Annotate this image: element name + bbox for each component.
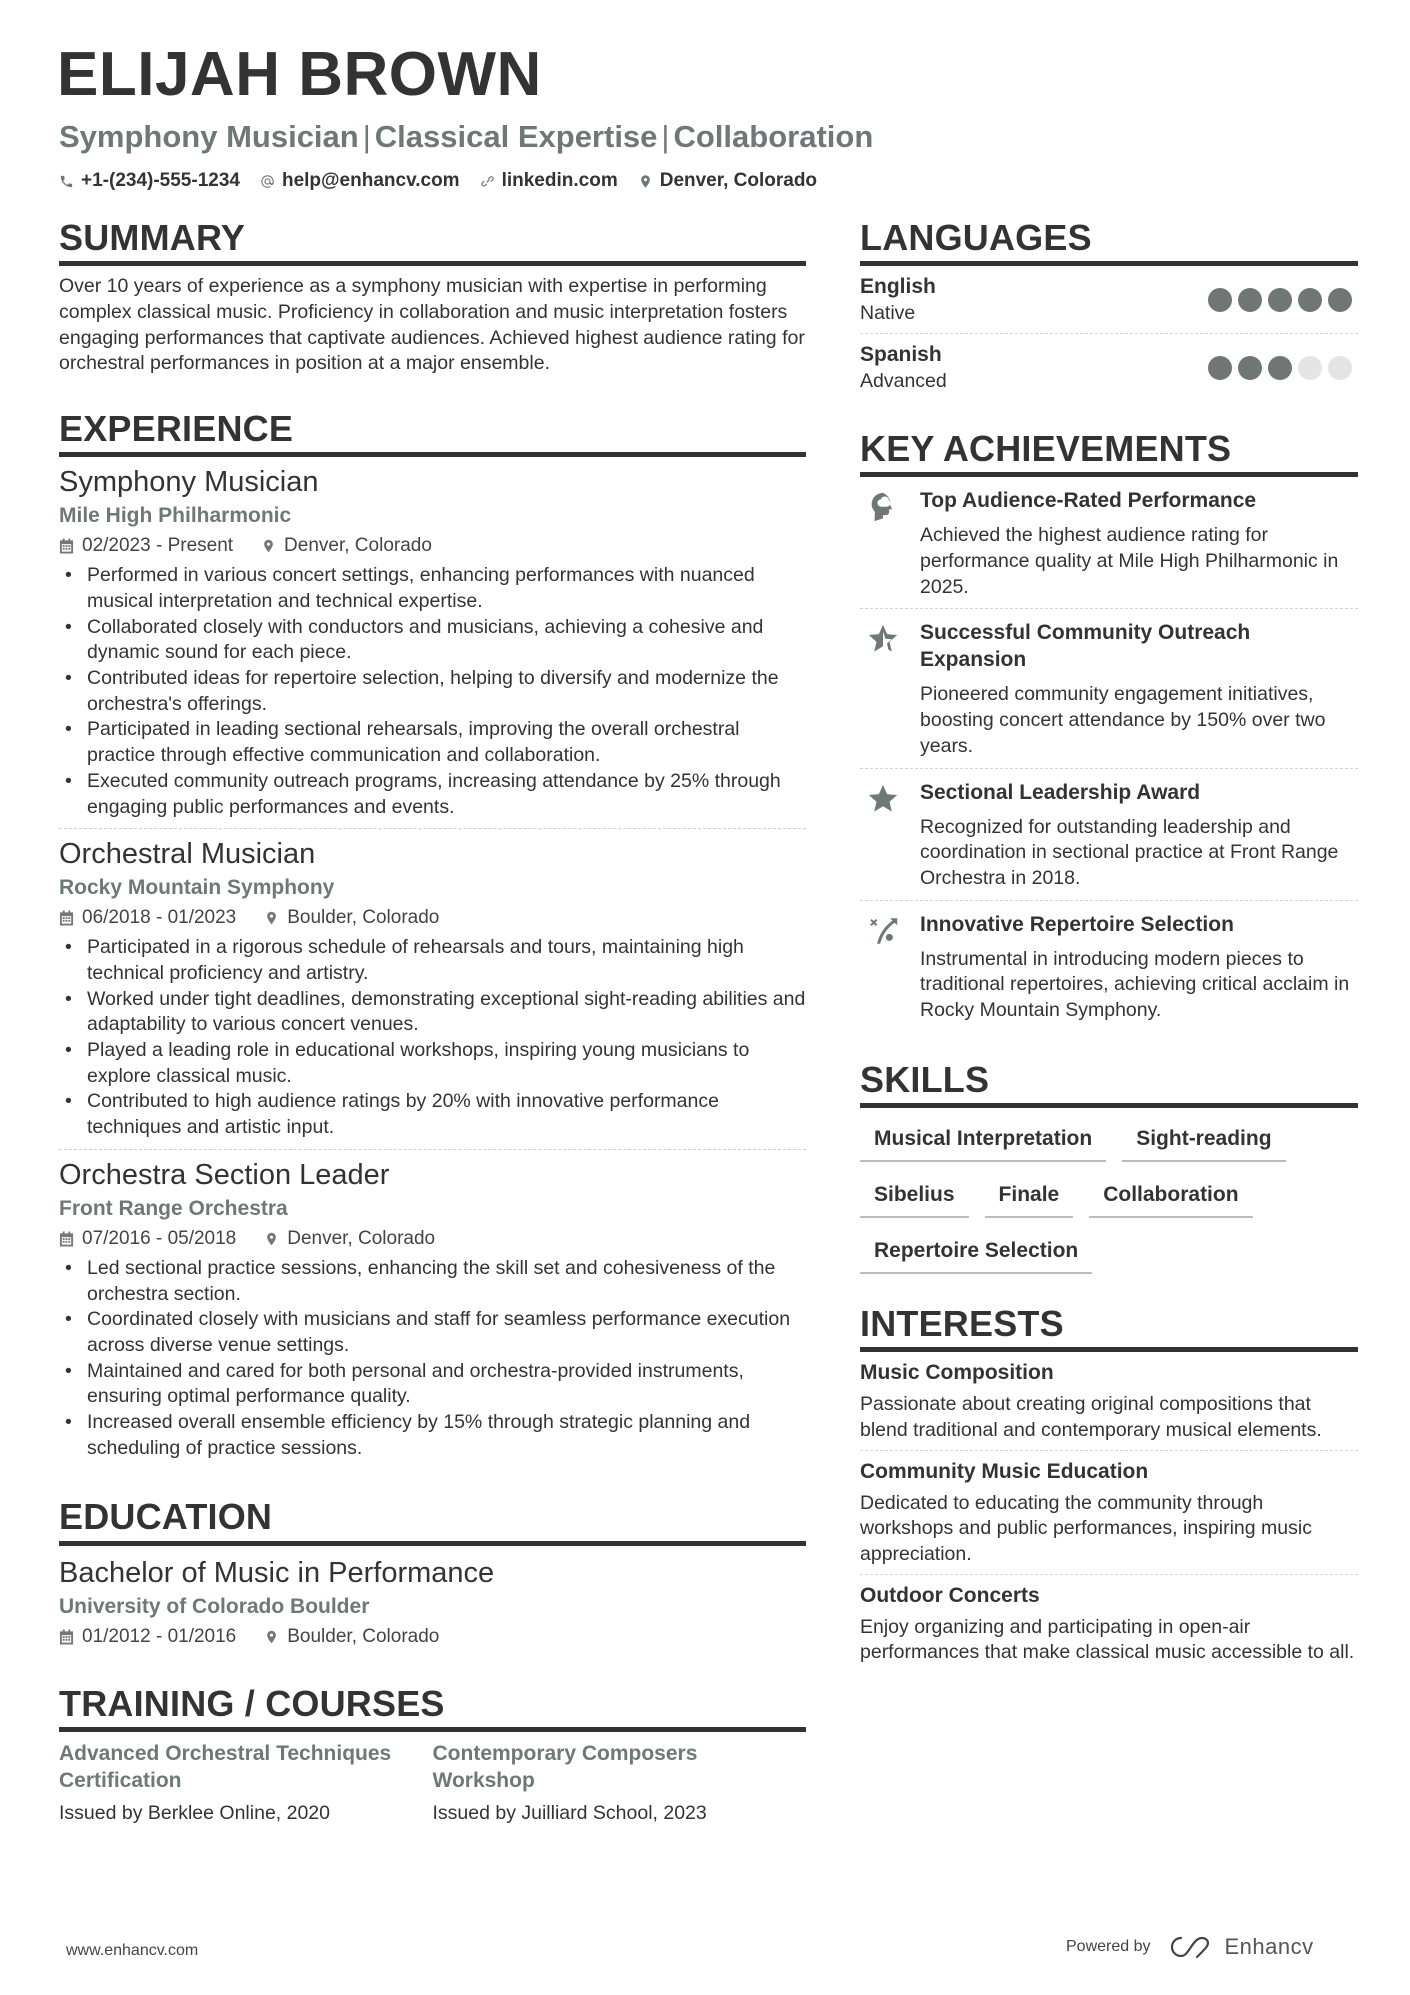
map-pin-icon (264, 1231, 279, 1247)
achievement-title: Top Audience-Rated Performance (920, 489, 1257, 513)
course-title: Contemporary Composers Workshop (432, 1741, 698, 1792)
rating-dot-filled (1238, 288, 1262, 312)
contact-phone[interactable] (59, 170, 240, 192)
education-section (59, 1495, 806, 1651)
rating-dot-filled (1268, 356, 1292, 380)
interest-desc: Passionate about creating original compositions that blend traditional and contemporary musical elements. (860, 1393, 1322, 1441)
contact-location (638, 170, 817, 192)
achievement-title: Sectional Leadership Award (920, 780, 1201, 804)
education-dates (59, 1622, 236, 1652)
bullet-item: • Performed in various concert settings, enhancing performances with nuanced musical interpretation and technical expertise. (59, 563, 806, 614)
job-title: Orchestra Section Leader (59, 1158, 390, 1191)
head-brain-icon (866, 489, 900, 525)
achievement-item (860, 901, 1358, 1032)
education-location-text: Boulder, Colorado (287, 1625, 440, 1647)
job-entry (59, 829, 806, 1150)
bullet-item: • Maintained and cared for both personal and orchestra-provided instruments, ensuring optimal performance quality. (59, 1359, 806, 1410)
job-bullets (59, 1256, 806, 1462)
phone-text: +1-(234)-555-1234 (81, 170, 240, 191)
bullet-item: • Participated in leading sectional rehearsals, improving the overall orchestral practice through effective communication and collaboration. (59, 717, 806, 768)
section-title-training: TRAINING / COURSES (59, 1682, 806, 1732)
achievement-item (860, 477, 1358, 609)
left-column (59, 216, 806, 1856)
training-section (59, 1682, 806, 1826)
interests-section (860, 1302, 1358, 1672)
degree: Bachelor of Music in Performance (59, 1556, 495, 1589)
job-dates-text: 07/2016 - 05/2018 (82, 1227, 237, 1249)
contact-bar (59, 170, 817, 192)
brand-name: Enhancv (1224, 1934, 1314, 1959)
job-dates (59, 531, 233, 561)
bullet-item: • Collaborated closely with conductors and musicians, achieving a cohesive and dynamic sound for each piece. (59, 615, 806, 666)
powered-by-label: Powered by (1066, 1938, 1151, 1955)
achievement-desc: Pioneered community engagement initiatives, boosting concert attendance by 150% over two years. (920, 683, 1326, 757)
bullet-item: • Increased overall ensemble efficiency by 15% through strategic planning and scheduling of practice sessions. (59, 1410, 806, 1461)
language-rating (1208, 288, 1358, 312)
rating-dot-empty (1298, 356, 1322, 380)
section-title-summary: SUMMARY (59, 216, 806, 266)
language-item (860, 266, 1358, 334)
map-pin-icon (264, 1629, 279, 1645)
job-dates-text: 06/2018 - 01/2023 (82, 907, 237, 929)
section-title-languages: LANGUAGES (860, 216, 1358, 266)
rating-dot-filled (1238, 356, 1262, 380)
rating-dot-empty (1328, 356, 1352, 380)
skill-tag: Musical Interpretation (860, 1120, 1106, 1162)
education-location (264, 1622, 439, 1652)
headline-part: Collaboration (673, 119, 874, 154)
section-title-interests: INTERESTS (860, 1302, 1358, 1352)
achievement-desc: Instrumental in introducing modern pieces to traditional repertoires, achieving critical acclaim in Rocky Mountain Symphony. (920, 947, 1350, 1022)
interest-title: Community Music Education (860, 1459, 1149, 1483)
bullet-item: • Contributed ideas for repertoire selection, helping to diversify and modernize the orchestra's offerings. (59, 666, 806, 717)
skill-tag: Finale (985, 1176, 1074, 1218)
map-pin-icon (261, 538, 276, 554)
interest-desc: Dedicated to educating the community through workshops and public performances, inspiring music appreciation. (860, 1491, 1312, 1565)
skill-list (860, 1120, 1358, 1274)
location-text: Denver, Colorado (659, 170, 818, 191)
enhancv-logo[interactable] (1169, 1934, 1314, 1960)
achievement-desc: Recognized for outstanding leadership and coordination in sectional practice at Front Range Orchestra in 2018. (920, 815, 1339, 889)
school: University of Colorado Boulder (59, 1594, 370, 1618)
language-rating (1208, 356, 1358, 380)
bullet-item: • Played a leading role in educational workshops, inspiring young musicians to explore classical music. (59, 1038, 806, 1089)
rating-dot-filled (1208, 288, 1232, 312)
section-title-achievements: KEY ACHIEVEMENTS (860, 427, 1358, 477)
bullet-item: • Worked under tight deadlines, demonstrating exceptional sight-reading abilities and adaptability to various concert venues. (59, 987, 806, 1038)
bullet-item: • Led sectional practice sessions, enhancing the skill set and cohesiveness of the orchestra section. (59, 1256, 806, 1307)
achievement-item (860, 769, 1358, 901)
skill-tag: Repertoire Selection (860, 1232, 1092, 1274)
job-company: Front Range Orchestra (59, 1196, 288, 1220)
headline-part: Symphony Musician (59, 119, 359, 154)
summary-text: Over 10 years of experience as a symphony musician with expertise in performing complex classical music. Proficiency in collaboration and music interpretation fosters engaging performances that captivate audiences. Achieved highest audience rating for orchestral performances in position at a major ensemble. (59, 275, 805, 375)
interest-title: Music Composition (860, 1361, 1054, 1385)
job-location (264, 903, 439, 933)
job-location (261, 531, 432, 561)
course-item (433, 1740, 807, 1826)
email-text: help@enhancv.com (281, 170, 460, 191)
bullet-item: • Coordinated closely with musicians and staff for seamless performance execution across diverse venue settings. (59, 1307, 806, 1358)
link-icon (480, 174, 495, 189)
job-meta (59, 531, 806, 561)
interest-item (860, 1352, 1358, 1450)
education-dates-text: 01/2012 - 01/2016 (82, 1625, 237, 1647)
footer-branding (1066, 1934, 1314, 1960)
headline-separator: | (661, 119, 670, 154)
job-dates (59, 1224, 236, 1254)
map-pin-icon (264, 910, 279, 926)
skill-tag: Sibelius (860, 1176, 969, 1218)
rating-dot-filled (1208, 356, 1232, 380)
interest-item (860, 1575, 1358, 1672)
language-name: Spanish (860, 343, 942, 367)
job-bullets (59, 563, 806, 820)
job-location-text: Denver, Colorado (284, 535, 432, 557)
calendar-icon (59, 910, 74, 926)
star-half-icon (866, 621, 900, 657)
course-issuer: Issued by Berklee Online, 2020 (59, 1801, 331, 1824)
bullet-item: • Executed community outreach programs, increasing attendance by 25% through engaging public performances and events. (59, 769, 806, 820)
section-title-education: EDUCATION (59, 1495, 806, 1545)
experience-section (59, 407, 806, 1469)
course-title: Advanced Orchestral Techniques Certification (59, 1741, 392, 1792)
job-dates (59, 903, 236, 933)
strategy-arrow-icon (866, 913, 900, 949)
right-column (860, 216, 1358, 1702)
job-meta (59, 1224, 806, 1254)
job-company: Mile High Philharmonic (59, 504, 292, 528)
rating-dot-filled (1268, 288, 1292, 312)
section-title-skills: SKILLS (860, 1058, 1358, 1108)
contact-email[interactable] (260, 170, 460, 192)
map-pin-icon (638, 174, 653, 189)
skill-tag: Sight-reading (1122, 1120, 1285, 1162)
achievement-item (860, 609, 1358, 768)
job-location (264, 1224, 435, 1254)
calendar-icon (59, 1629, 74, 1645)
interest-desc: Enjoy organizing and participating in open-air performances that make classical music accessible to all. (860, 1615, 1355, 1664)
job-company: Rocky Mountain Symphony (59, 876, 335, 900)
job-dates-text: 02/2023 - Present (82, 535, 234, 557)
contact-linkedin[interactable] (480, 170, 618, 192)
headline (59, 118, 873, 155)
interest-item (860, 1451, 1358, 1575)
job-bullets (59, 935, 806, 1141)
linkedin-text: linkedin.com (501, 170, 618, 191)
bullet-item: • Participated in a rigorous schedule of rehearsals and tours, maintaining high technical proficiency and artistry. (59, 935, 806, 986)
skills-section (860, 1058, 1358, 1274)
languages-section (860, 216, 1358, 401)
enhancv-logo-icon (1169, 1934, 1217, 1960)
phone-icon (59, 174, 74, 189)
job-title: Symphony Musician (59, 466, 319, 499)
course-issuer: Issued by Juilliard School, 2023 (432, 1801, 707, 1824)
language-item (860, 334, 1358, 401)
language-level: Advanced (860, 370, 947, 393)
interest-title: Outdoor Concerts (860, 1583, 1040, 1607)
achievement-desc: Achieved the highest audience rating for performance quality at Mile High Philharmonic in 2025. (920, 524, 1339, 598)
calendar-icon (59, 538, 74, 554)
headline-part: Classical Expertise (374, 119, 658, 154)
calendar-icon (59, 1231, 74, 1247)
skill-tag: Collaboration (1089, 1176, 1252, 1218)
footer-website[interactable]: www.enhancv.com (66, 1942, 199, 1959)
job-entry (59, 1150, 806, 1470)
course-list (59, 1740, 806, 1826)
course-item (59, 1740, 433, 1826)
language-name: English (860, 275, 936, 299)
section-title-experience: EXPERIENCE (59, 407, 806, 457)
achievement-title: Successful Community Outreach Expansion (920, 621, 1251, 672)
summary-section (59, 216, 806, 377)
achievements-section (860, 427, 1358, 1032)
language-level: Native (860, 302, 916, 325)
job-location-text: Boulder, Colorado (287, 907, 440, 929)
job-meta (59, 903, 806, 933)
at-icon (260, 174, 275, 189)
rating-dot-filled (1298, 288, 1322, 312)
job-location-text: Denver, Colorado (287, 1227, 436, 1249)
rating-dot-filled (1328, 288, 1352, 312)
headline-separator: | (362, 119, 371, 154)
job-title: Orchestral Musician (59, 838, 316, 871)
achievement-title: Innovative Repertoire Selection (920, 912, 1234, 936)
bullet-item: • Contributed to high audience ratings by 20% with innovative performance techniques and artistic input. (59, 1089, 806, 1140)
candidate-name: ELIJAH BROWN (57, 40, 542, 109)
job-entry (59, 457, 806, 829)
star-icon (866, 781, 900, 817)
education-meta (59, 1622, 806, 1652)
